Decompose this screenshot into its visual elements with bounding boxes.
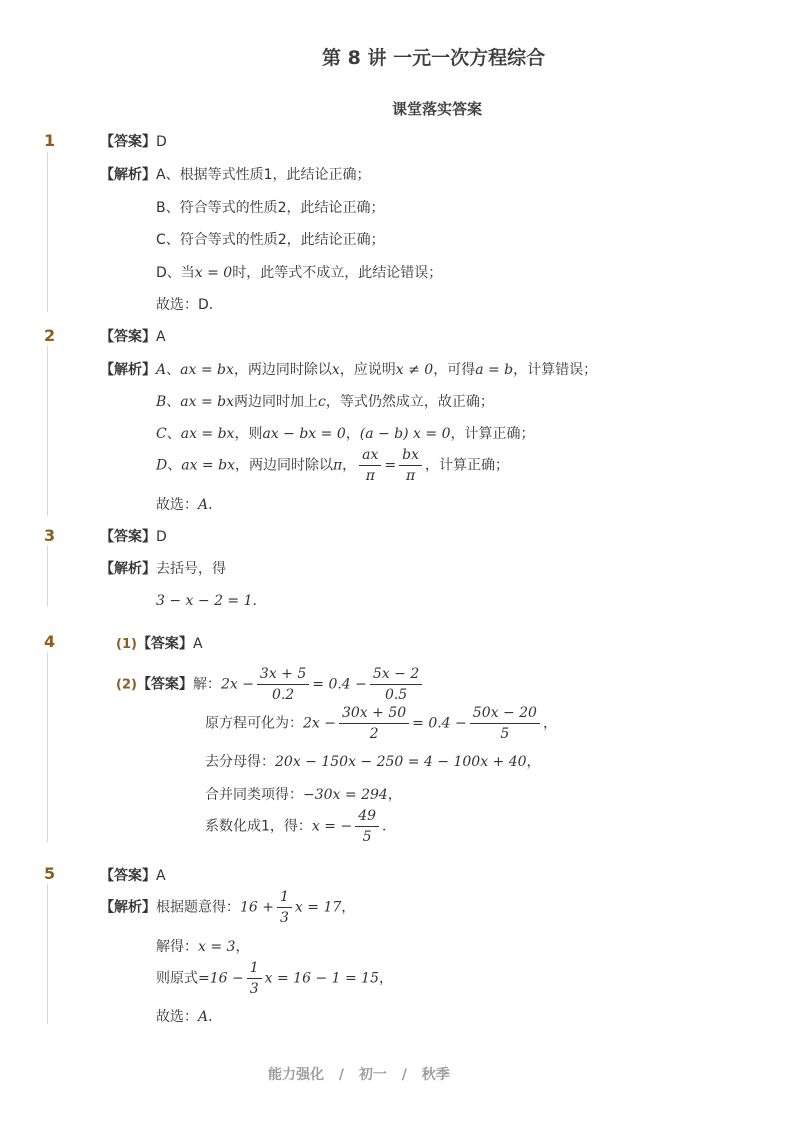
math-span: ax − bx = 0 [262, 426, 346, 442]
question-number-5: 5 [44, 864, 56, 883]
analysis-tag: 【解析】 [100, 362, 156, 378]
option-label: B [156, 394, 167, 410]
margin-line-q5 [47, 884, 48, 1024]
question-number-4: 4 [44, 632, 56, 651]
text-span: 故选： [156, 497, 198, 513]
numerator: 50x − 20 [470, 703, 540, 724]
sub-answer-row-1 [116, 633, 203, 653]
math-span: ax = bx [180, 426, 235, 442]
text-span: ． [252, 593, 267, 609]
text-span: ，计算正确； [450, 426, 535, 442]
text-span: 则原式= [156, 970, 210, 987]
denominator: 2 [369, 726, 379, 742]
page-title: 第 8 讲 一元一次方程综合 [322, 47, 546, 69]
math-span: 3 − x − 2 = 1 [156, 593, 253, 609]
fraction [277, 887, 292, 928]
section-title: 课堂落实答案 [392, 100, 483, 118]
answer-tag: 【答案】 [100, 868, 156, 884]
text-span: 去分母得： [205, 754, 275, 770]
math-span: 20x − 150x − 250 = 4 − 100x + 40 [275, 754, 527, 770]
math-span: ax = bx [181, 457, 235, 474]
margin-line-q2 [47, 346, 48, 516]
analysis-line [156, 936, 249, 956]
answer-row-2 [100, 326, 166, 346]
math-span: x = 3 [198, 939, 236, 955]
answer-value: D [156, 134, 167, 150]
sub-question-label: (2) [116, 677, 137, 693]
text-span: 原方程可化为： [205, 715, 303, 732]
math-span: c [318, 394, 326, 410]
text-span: 解： [192, 676, 221, 693]
math-span: −30x = 294 [303, 787, 388, 803]
option-label: D [156, 457, 168, 474]
answer-value: A [156, 329, 166, 345]
math-span: = 0.4 − [312, 676, 367, 693]
denominator: π [365, 468, 375, 484]
text-span: ， [345, 426, 360, 442]
text-span: 两边同时加上 [234, 394, 319, 410]
text-span: ，应说明 [339, 362, 396, 378]
math-span: x = 17 [294, 899, 342, 916]
answer-value: A [192, 636, 203, 652]
fraction [355, 806, 379, 847]
answer-value: D [156, 529, 167, 545]
math-span: ax = bx [180, 362, 234, 378]
fraction [370, 664, 422, 705]
fraction [257, 664, 309, 705]
text-span: ， [378, 970, 393, 987]
analysis-row-3 [100, 558, 226, 578]
math-span: π [332, 457, 343, 474]
footer-separator: / [401, 1067, 407, 1083]
answer-value: A [156, 868, 166, 884]
footer-separator: / [338, 1067, 344, 1083]
math-span: x = 0 [194, 265, 233, 281]
text-span: 解得： [156, 939, 198, 955]
math-span: a = b [475, 362, 514, 378]
denominator: 5 [362, 829, 372, 845]
denominator: π [405, 468, 416, 484]
text-span: ， [387, 787, 402, 803]
sub-answer-row-2 [116, 664, 425, 705]
conclusion-line [156, 1006, 222, 1026]
text-span: 故选： [156, 1009, 198, 1025]
analysis-line: D、ax = bx，两边同时除以π， $\frac{ax}{\pi}$ = $\frac{bx}{\pi}$ ，计算正确； [156, 447, 510, 484]
text-span: 根据题意得： [156, 899, 240, 916]
denominator: 3 [249, 981, 259, 997]
math-span: = 0.4 − [412, 715, 467, 732]
text-span: 合并同类项得： [205, 787, 303, 803]
fraction [470, 703, 540, 744]
text-span: ，计算错误； [513, 362, 598, 378]
answer-tag: 【答案】 [136, 676, 193, 693]
analysis-line [156, 958, 393, 999]
solution-line [205, 806, 396, 847]
text-span: ， [542, 715, 557, 732]
analysis-line: A、根据等式性质1，此结论正确； [156, 167, 371, 183]
fraction [399, 445, 422, 486]
fraction [359, 445, 381, 486]
solution-line [205, 751, 541, 771]
analysis-line: B、ax = bx两边同时加上c，等式仍然成立，故正确； [156, 394, 494, 410]
analysis-tag: 【解析】 [100, 561, 156, 577]
answer-tag: 【答案】 [136, 636, 193, 652]
text-span: ， [526, 754, 541, 770]
question-number-2: 2 [44, 326, 56, 345]
question-number-1: 1 [44, 131, 56, 150]
text-span: ． [208, 497, 223, 513]
math-span: (a − b) x = 0 [359, 426, 451, 442]
denominator: 5 [500, 726, 510, 742]
text-span: ， [341, 899, 356, 916]
analysis-tag: 【解析】 [100, 167, 156, 183]
numerator: 49 [355, 806, 379, 827]
analysis-line: B、符合等式的性质2，此结论正确； [156, 200, 385, 216]
footer-grade: 初一 [358, 1067, 387, 1083]
margin-line-q1 [47, 152, 48, 312]
numerator: ax [359, 445, 381, 466]
analysis-line: C、符合等式的性质2，此结论正确； [156, 232, 385, 248]
numerator: bx [399, 445, 422, 466]
text-span: ． [382, 818, 397, 835]
text-span: ，两边同时除以 [233, 362, 332, 378]
text-span: ． [208, 1009, 223, 1025]
text-span: 系数化成1，得： [205, 818, 312, 835]
denominator: 3 [280, 910, 289, 926]
analysis-line [156, 262, 442, 282]
analysis-row-2: 【解析】A、ax = bx，两边同时除以x，应说明x ≠ 0，可得a = b，计算错误； [100, 362, 598, 378]
analysis-line: C、ax = bx，则ax − bx = 0，(a − b) x = 0，计算正确； [156, 426, 535, 442]
math-span: = [384, 457, 397, 474]
math-span: x = − [311, 818, 353, 835]
text-span: ， [235, 939, 250, 955]
text-span: ，则 [234, 426, 263, 442]
option-label: A [156, 362, 167, 378]
answer-row-5 [100, 865, 166, 885]
text-span: 时，此等式不成立，此结论错误； [232, 265, 443, 281]
sub-question-label: (1) [116, 637, 137, 652]
analysis-row-5 [100, 887, 355, 928]
fraction [247, 958, 262, 999]
text-span: D、当 [156, 265, 195, 281]
analysis-row-1 [100, 164, 370, 184]
margin-line-q3 [47, 546, 48, 606]
math-span: A [198, 497, 209, 513]
text-span: ，等式仍然成立，故正确； [325, 394, 494, 410]
answer-tag: 【答案】 [100, 529, 156, 545]
conclusion-line [156, 494, 222, 514]
analysis-line [156, 590, 267, 610]
math-span: x [331, 362, 340, 378]
numerator: 5x − 2 [370, 664, 422, 685]
denominator: 0.2 [271, 687, 295, 703]
text-span: ，计算正确； [425, 457, 510, 474]
text-span: ，可得 [433, 362, 476, 378]
margin-line-q4 [47, 652, 48, 842]
answer-row-1 [100, 131, 167, 151]
text-span: ， [342, 457, 357, 474]
footer-course: 能力强化 [268, 1067, 324, 1083]
fraction [339, 703, 409, 744]
question-number-3: 3 [44, 526, 56, 545]
denominator: 0.5 [384, 687, 408, 703]
math-span: 2x − [220, 676, 254, 693]
numerator: 1 [277, 887, 292, 908]
solution-line [205, 703, 557, 744]
analysis-line: 去括号，得 [156, 561, 226, 577]
text-span: ，两边同时除以 [234, 457, 333, 474]
answer-row-3 [100, 526, 167, 546]
numerator: 1 [247, 958, 262, 979]
page-footer [268, 1064, 450, 1084]
math-span: ax = bx [180, 394, 235, 410]
math-span: 2x − [303, 715, 336, 732]
conclusion-line: 故选：D． [156, 297, 223, 313]
numerator: 3x + 5 [257, 664, 309, 685]
math-span: A [198, 1009, 209, 1025]
math-span: x = 16 − 1 = 15 [264, 970, 379, 987]
option-label: C [156, 426, 167, 442]
math-span: 16 − [209, 970, 244, 987]
math-span: x ≠ 0 [395, 362, 434, 378]
footer-term: 秋季 [421, 1067, 450, 1083]
numerator: 30x + 50 [339, 703, 409, 724]
answer-tag: 【答案】 [100, 329, 156, 345]
solution-line [205, 784, 402, 804]
analysis-tag: 【解析】 [100, 899, 156, 916]
answer-tag: 【答案】 [100, 134, 156, 150]
math-span: 16 + [240, 899, 274, 916]
